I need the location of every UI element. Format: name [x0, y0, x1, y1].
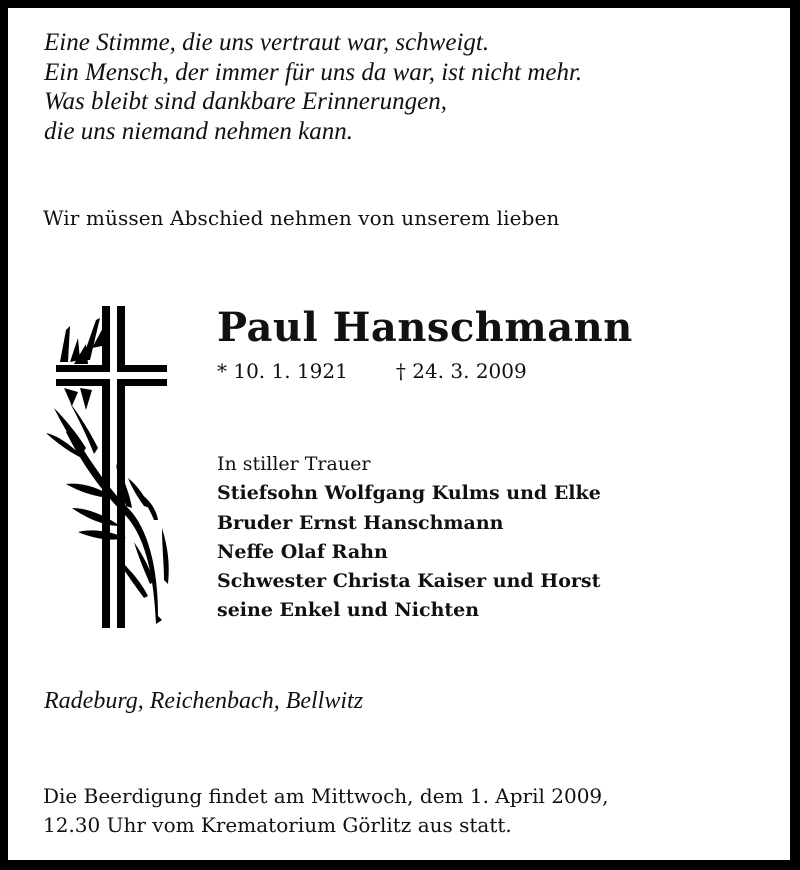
funeral-info [43, 782, 609, 840]
farewell-intro: Wir müssen Abschied nehmen von unserem lieben [43, 206, 560, 230]
obituary-notice [8, 8, 790, 860]
places: Radeburg, Reichenbach, Bellwitz [44, 688, 364, 714]
funeral-line: 12.30 Uhr vom Krematorium Görlitz aus statt. [43, 813, 512, 837]
poem-line: Ein Mensch, der immer für uns da war, ist nicht mehr. [44, 58, 583, 86]
mourner: Bruder Ernst Hanschmann [217, 511, 504, 534]
mourner: Neffe Olaf Rahn [217, 540, 388, 563]
poem [44, 28, 582, 146]
poem-line: Was bleibt sind dankbare Erinnerungen, [44, 88, 447, 115]
mourning-lead: In stiller Trauer [217, 453, 371, 475]
poem-line: die uns niemand nehmen kann. [44, 117, 353, 145]
life-dates [217, 359, 527, 383]
deceased-name: Paul Hanschmann [217, 304, 633, 351]
mourner: Schwester Christa Kaiser und Horst [217, 570, 601, 593]
death-date: † 24. 3. 2009 [395, 359, 527, 383]
funeral-line: Die Beerdigung findet am Mittwoch, dem 1. April 2009, [43, 784, 609, 808]
poem-line: Eine Stimme, die uns vertraut war, schweigt. [44, 29, 490, 56]
mourners-list [217, 450, 601, 626]
mourner: Stiefsohn Wolfgang Kulms und Elke [217, 482, 601, 505]
birth-date: * 10. 1. 1921 [217, 359, 348, 383]
mourner: seine Enkel und Nichten [217, 599, 480, 622]
cross-with-palm-branch-icon [40, 296, 180, 636]
